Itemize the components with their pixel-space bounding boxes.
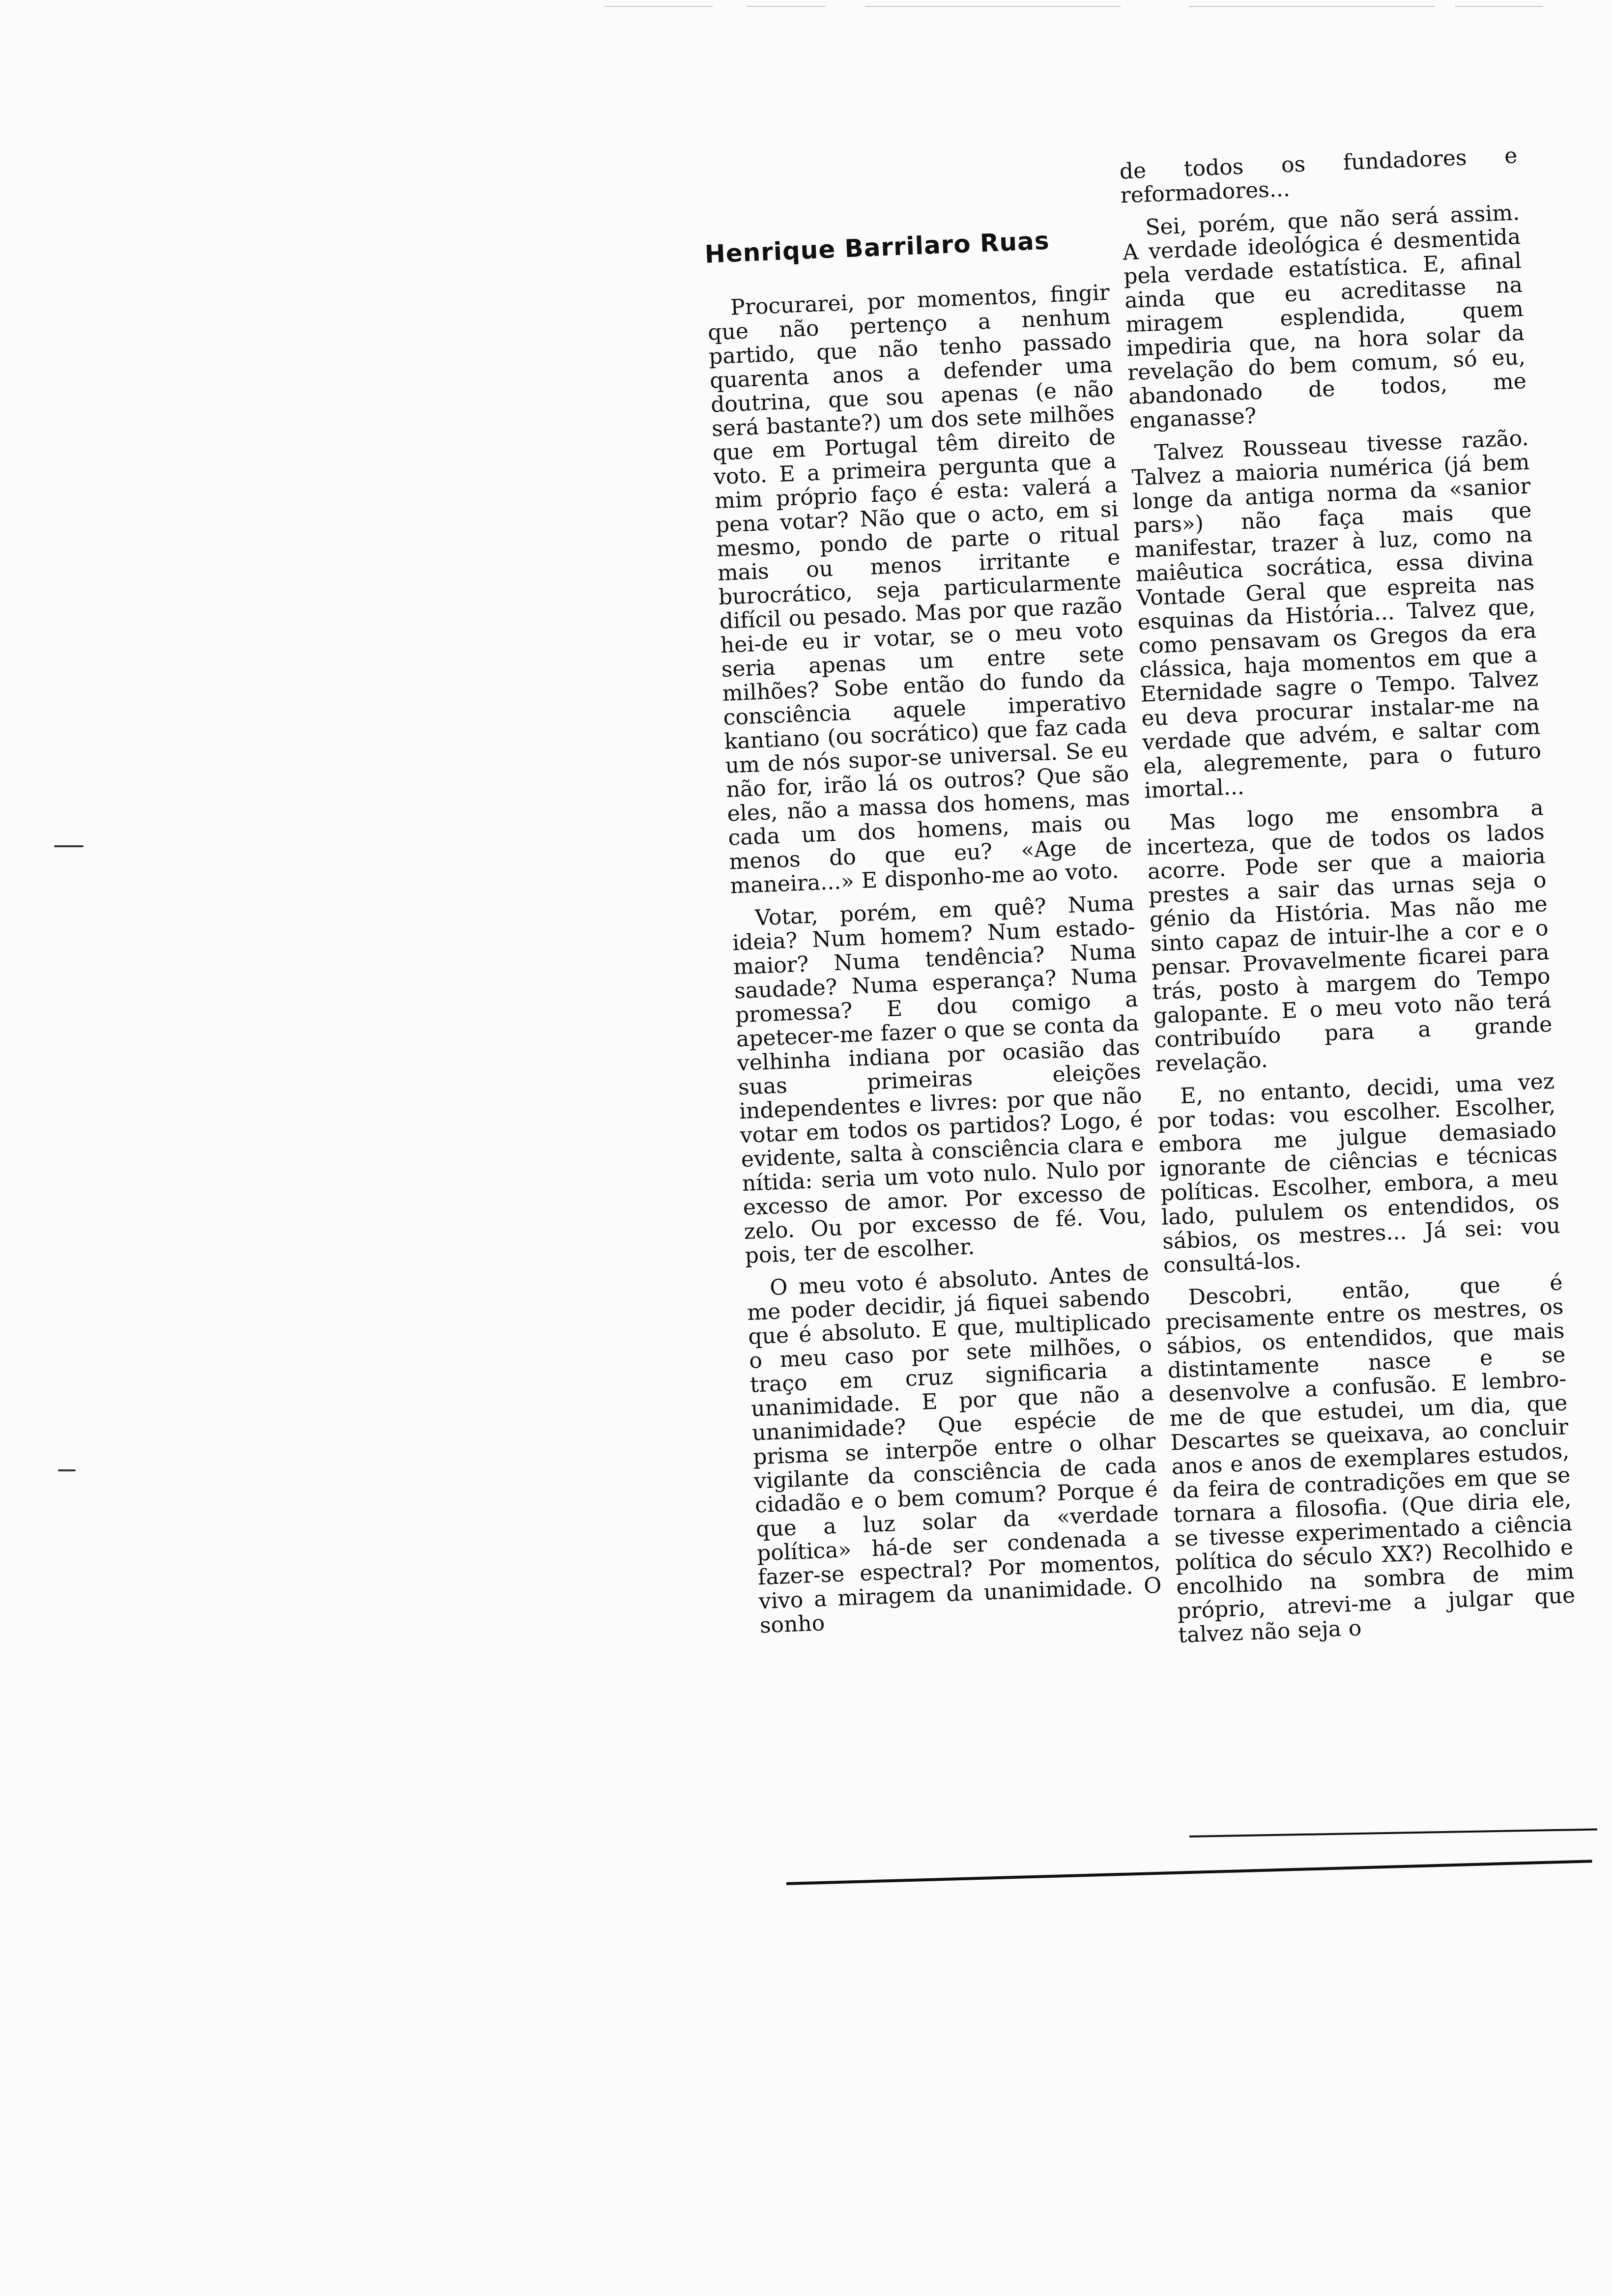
article-byline: Henrique Barrilaro Ruas [704,226,1050,269]
paragraph: Votar, porém, em quê? Numa ideia? Num homem? Num estado-maior? Numa tendência? Numa saudade? Numa esperança? Numa promessa? E dou comigo a apetecer-me fazer o que se conta da velhinha indiana por ocasião das suas primeiras eleições independentes e livres: por que não votar em todos os partidos? Logo, é evidente, salta à consciência clara e nítida: seria um voto nulo. Nulo por excesso de amor. Por excesso de zelo. Ou por excesso de fé. Vou, pois, ter de escolher. [732,890,1148,1269]
scan-speck [58,1469,76,1471]
article-left-column [706,281,1163,1638]
scan-speck [54,845,84,847]
paragraph: Sei, porém, que não será assim. A verdade ideológica é desmentida pela verdade estatística. E, afinal ainda que eu acreditasse na miragem esplendida, quem impediria que, na hora solar da revelação do bem comum, só eu, abandonado de todos, me enganasse? [1122,200,1527,434]
paragraph: Descobri, então, que é precisamente entre os mestres, os sábios, os entendidos, que mais distintamente nasce e se desenvolve a confusão. E lembro-me de que estudei, um dia, que Descartes se queixava, ao concluir anos e anos de exemplares estudos, da feira de contradições em que se tornara a filosofia. (Que diria ele, se tivesse experimentado a ciência política do século XX?) Recolhido e encolhido na sombra de mim próprio, atrevi-me a julgar que talvez não seja o [1165,1270,1576,1648]
scan-artifact-line [747,6,826,7]
paragraph: de todos os fundadores e reformadores... [1119,143,1518,208]
paragraph: O meu voto é absoluto. Antes de me poder decidir, já fiquei sabendo que é absoluto. E que, multiplicado o meu caso por sete milhões, o traço em cruz significaria a unanimidade. E por que não a unanimidade? Que espécie de prisma se interpõe entre o olhar vigilante da consciência de cada cidadão e o bem comum? Porque é que a luz solar da «verdade política» há-de ser condenada a fazer-se espectral? Por momentos, vivo a miragem da unanimidade. O sonho [747,1260,1162,1638]
paragraph: Mas logo me ensombra a incerteza, que de todos os lados acorre. Pode ser que a maioria prestes a sair das urnas seja o génio da História. Mas não me sinto capaz de intuir-lhe a cor e o pensar. Provavelmente ficarei para trás, posto à margem do Tempo galopante. E o meu voto não terá contribuído para a grande revelação. [1146,795,1553,1077]
paragraph: Procurarei, por momentos, fingir que não pertenço a nenhum partido, que não tenho passado quarenta anos a defender uma doutrina, que sou apenas (e não será bastante?) um dos sete milhões que em Portugal têm direito de voto. E a primeira pergunta que a mim próprio faço é esta: valerá a pena votar? Não que o acto, em si mesmo, pondo de parte o ritual mais ou menos irritante e burocrático, seja particularmente difícil ou pesado. Mas por que razão hei-de eu ir votar, se o meu voto seria apenas um entre sete milhões? Sobe então do fundo da consciência aquele imperativo kantiano (ou socrático) que faz cada um de nós supor-se universal. Se eu não for, irão lá os outros? Que são eles, não a massa dos homens, mas cada um dos homens, mais ou menos do que eu? «Age de maneira...» E disponho-me ao voto. [707,280,1132,899]
article-right-column [1119,144,1577,1647]
scan-artifact-line [604,6,713,7]
scan-artifact-line [1455,6,1543,7]
newspaper-article [688,143,1612,1925]
scan-artifact-line [1189,6,1435,7]
paragraph: E, no entanto, decidi, uma vez por todas: vou escolher. Escolher, embora me julgue demasiado ignorante de ciências e técnicas políticas. Escolher, embora, a meu lado, pululem os entendidos, os sábios, os mestres... Já sei: vou consultá-los. [1157,1068,1561,1278]
paragraph: Talvez Rousseau tivesse razão. Talvez a maioria numérica (já bem longe da antiga norma da «sanior pars») não faça mais que manifestar, trazer à luz, como na maiêutica socrática, essa divina Vontade Geral que espreita nas esquinas da História... Talvez que, como pensavam os Gregos da era clássica, haja momentos em que a Eternidade sagre o Tempo. Talvez eu deva procurar instalar-me na verdade que advém, e saltar com ela, alegremente, para o futuro imortal... [1131,425,1542,804]
scan-artifact-line [865,6,1121,7]
